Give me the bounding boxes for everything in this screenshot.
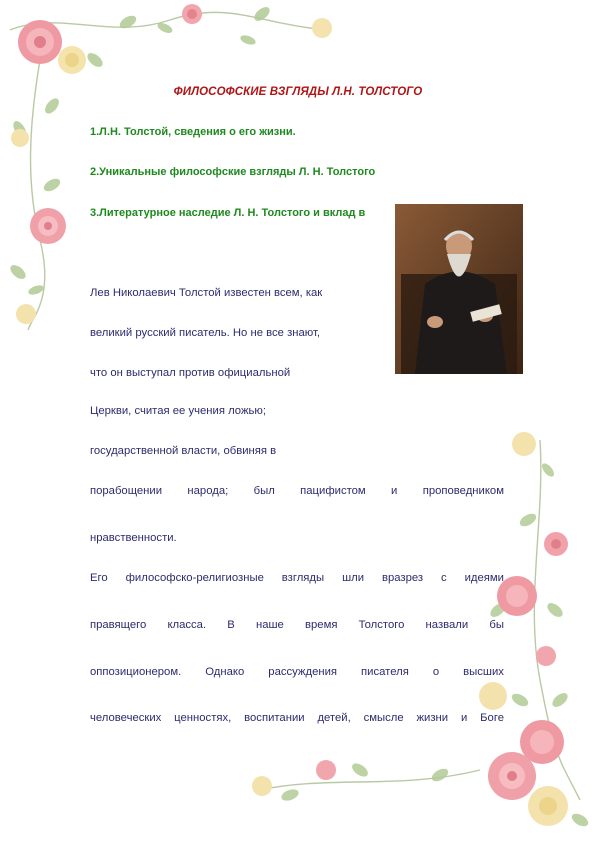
body-line-5 xyxy=(90,712,504,724)
word: В xyxy=(227,619,235,631)
word: с xyxy=(441,572,447,584)
tolstoy-portrait-image xyxy=(395,204,523,374)
word: проповедником xyxy=(422,485,504,497)
word: ценностях, xyxy=(174,712,232,724)
word: воспитании xyxy=(244,712,305,724)
word: рассуждения xyxy=(268,666,338,678)
word: Толстого xyxy=(358,619,405,631)
word: бы xyxy=(489,619,504,631)
intro-line-4: Церкви, считая ее учения ложью; xyxy=(90,405,267,417)
word: идеями xyxy=(464,572,504,584)
toc-item-2: 2.Уникальные философские взгляды Л. Н. Толстого xyxy=(90,166,376,178)
word: время xyxy=(305,619,338,631)
toc-item-1: 1.Л.Н. Толстой, сведения о его жизни. xyxy=(90,126,296,138)
word: о xyxy=(432,666,440,678)
word: высших xyxy=(463,666,504,678)
word: Однако xyxy=(205,666,245,678)
word: Его xyxy=(90,572,108,584)
intro-line-1: Лев Николаевич Толстой известен всем, как xyxy=(90,287,323,299)
word: жизни xyxy=(416,712,449,724)
document-title: ФИЛОСОФСКИЕ ВЗГЛЯДЫ Л.Н. ТОЛСТОГО xyxy=(173,86,423,98)
word: писателя xyxy=(361,666,409,678)
word: детей, xyxy=(317,712,351,724)
body-line-3 xyxy=(90,619,504,631)
word: смысле xyxy=(363,712,404,724)
word: и xyxy=(391,485,398,497)
body-line-morality: нравственности. xyxy=(90,532,177,544)
word: оппозиционером. xyxy=(90,666,182,678)
intro-line-2: великий русский писатель. Но не все знают, xyxy=(90,327,321,339)
body-line-4 xyxy=(90,666,504,678)
word: порабощении xyxy=(90,485,163,497)
word: правящего xyxy=(90,619,147,631)
word: пацифистом xyxy=(300,485,366,497)
intro-line-5: государственной власти, обвиняя в xyxy=(90,445,277,457)
intro-line-3: что он выступал против официальной xyxy=(90,367,291,379)
word: вразрез xyxy=(381,572,424,584)
word: шли xyxy=(342,572,365,584)
toc-item-3: 3.Литературное наследие Л. Н. Толстого и вклад в xyxy=(90,207,366,219)
word: и xyxy=(460,712,468,724)
word: философско-религиозные xyxy=(125,572,264,584)
word: назвали xyxy=(425,619,469,631)
word: народа; xyxy=(187,485,229,497)
body-line-1 xyxy=(90,485,504,497)
word: класса. xyxy=(167,619,207,631)
word: взгляды xyxy=(281,572,325,584)
word: Боге xyxy=(480,712,504,724)
word: наше xyxy=(255,619,284,631)
word: был xyxy=(253,485,275,497)
body-line-2 xyxy=(90,572,504,584)
word: человеческих xyxy=(90,712,162,724)
